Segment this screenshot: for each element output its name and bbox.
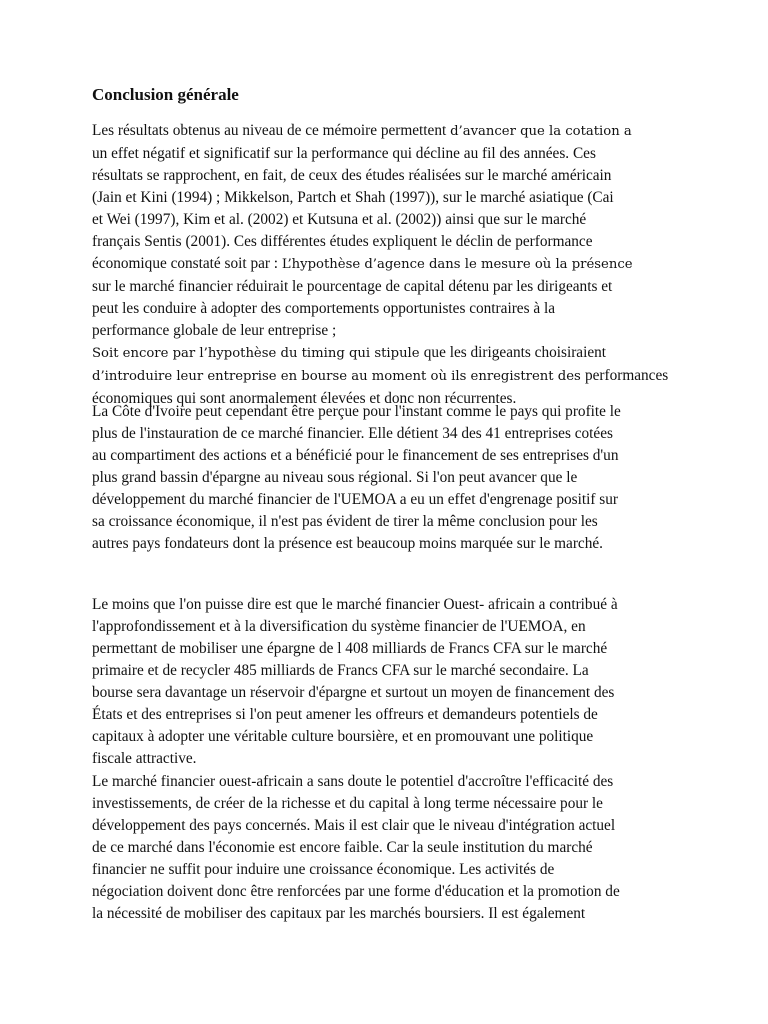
text-line: Le marché financier ouest-africain a sans doute le potentiel d'accroître l'efficacité des — [92, 773, 614, 790]
paragraph-1 — [92, 120, 682, 410]
text-line: sur le marché financier réduirait le pourcentage de capital détenu par les dirigeants et — [92, 278, 613, 295]
text-line: Soit encore par l’hypothèse du timing qui stipule que les dirigeants choisiraient — [92, 344, 607, 361]
text-line: d’introduire leur entreprise en bourse au moment où ils enregistrent des performances — [92, 367, 669, 384]
text-line: économiques qui sont anormalement élevées et donc non récurrentes. — [92, 390, 517, 407]
text-line: bourse sera davantage un réservoir d'épargne et surtout un moyen de financement des — [92, 684, 615, 701]
paragraph-3 — [92, 594, 682, 770]
text-line: autres pays fondateurs dont la présence est beaucoup moins marquée sur le marché. — [92, 535, 603, 552]
text-line: (Jain et Kini (1994) ; Mikkelson, Partch et Shah (1997)), sur le marché asiatique (Cai — [92, 189, 614, 206]
text-line: l'approfondissement et à la diversification du système financier de l'UEMOA, en — [92, 618, 586, 635]
text-line: investissements, de créer de la richesse et du capital à long terme nécessaire pour le — [92, 795, 603, 812]
text-line: plus grand bassin d'épargne au niveau sous régional. Si l'on peut avancer que le — [92, 469, 578, 486]
text-line: Les résultats obtenus au niveau de ce mémoire permettent d’avancer que la cotation a — [92, 122, 632, 139]
text-line: français Sentis (2001). Ces différentes études expliquent le déclin de performance — [92, 233, 593, 250]
text-line: peut les conduire à adopter des comportements opportunistes contraires à la — [92, 300, 556, 317]
text-line: permettant de mobiliser une épargne de l 408 milliards de Francs CFA sur le marché — [92, 640, 608, 657]
text-line: développement du marché financier de l'UEMOA a eu un effet d'engrenage positif sur — [92, 491, 618, 508]
text-line: économique constaté soit par : L’hypothèse d’agence dans le mesure où la présence — [92, 255, 633, 272]
text-line: performance globale de leur entreprise ; — [92, 322, 337, 339]
text-line: financier ne suffit pour induire une croissance économique. Les activités de — [92, 861, 555, 878]
paragraph-2 — [92, 401, 682, 555]
text-line: primaire et de recycler 485 milliards de Francs CFA sur le marché secondaire. La — [92, 662, 589, 679]
text-line: au compartiment des actions et a bénéficié pour le financement de ses entreprises d'un — [92, 447, 619, 464]
text-line: États et des entreprises si l'on peut amener les offreurs et demandeurs potentiels de — [92, 706, 598, 723]
page-title: Conclusion générale — [92, 85, 239, 104]
text-line: un effet négatif et significatif sur la performance qui décline au fil des années. Ces — [92, 145, 596, 162]
text-line: sa croissance économique, il n'est pas évident de tirer la même conclusion pour les — [92, 513, 598, 530]
paragraph-4 — [92, 771, 682, 925]
text-line: résultats se rapprochent, en fait, de ceux des études réalisées sur le marché américain — [92, 167, 612, 184]
text-line: plus de l'instauration de ce marché financier. Elle détient 34 des 41 entreprises cotées — [92, 425, 613, 442]
text-line: négociation doivent donc être renforcées par une forme d'éducation et la promotion de — [92, 883, 620, 900]
text-line: développement des pays concernés. Mais il est clair que le niveau d'intégration actuel — [92, 817, 616, 834]
text-line: La Côte d'Ivoire peut cependant être perçue pour l'instant comme le pays qui profite le — [92, 403, 621, 420]
text-line: de ce marché dans l'économie est encore faible. Car la seule institution du marché — [92, 839, 593, 856]
text-line: fiscale attractive. — [92, 750, 197, 767]
text-line: et Wei (1997), Kim et al. (2002) et Kutsuna et al. (2002)) ainsi que sur le marché — [92, 211, 587, 228]
text-line: capitaux à adopter une véritable culture boursière, et en promouvant une politique — [92, 728, 594, 745]
text-line: Le moins que l'on puisse dire est que le marché financier Ouest- africain a contribué à — [92, 596, 618, 613]
text-line: la nécessité de mobiliser des capitaux par les marchés boursiers. Il est également — [92, 905, 586, 922]
